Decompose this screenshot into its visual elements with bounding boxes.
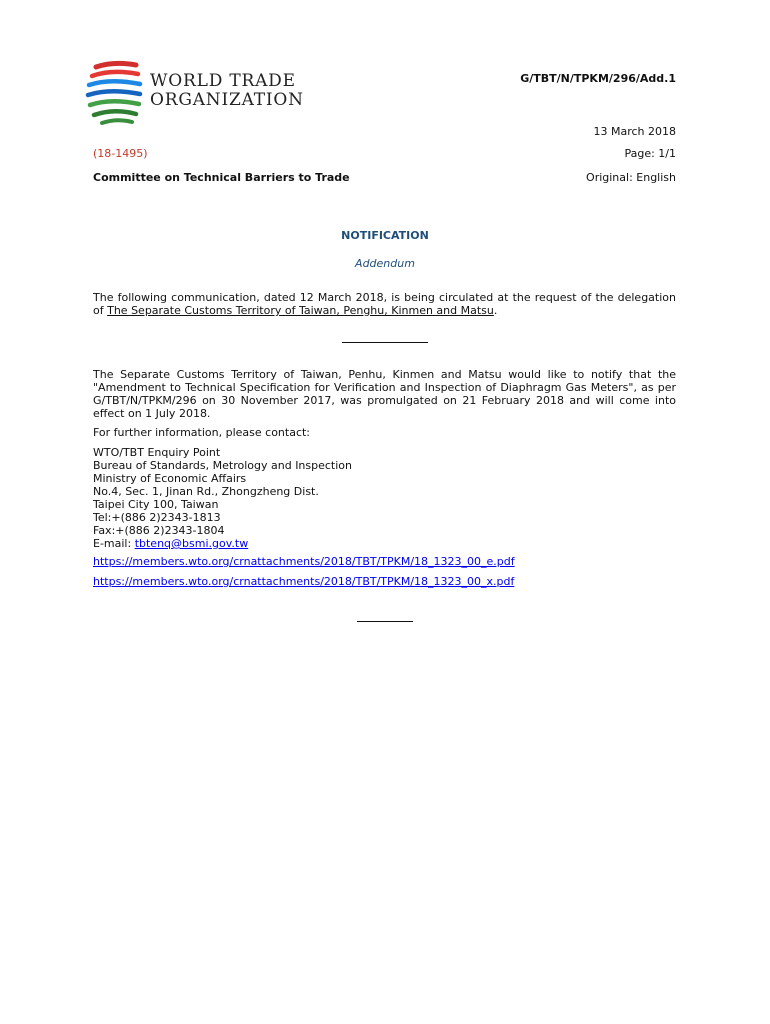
wto-logo-icon	[84, 57, 146, 131]
divider	[342, 342, 428, 343]
contact-line: Fax:+(886 2)2343-1804	[93, 524, 225, 537]
reference-number: (18-1495)	[93, 147, 148, 160]
contact-intro: For further information, please contact:	[93, 426, 311, 439]
committee-name: Committee on Technical Barriers to Trade	[93, 171, 350, 184]
contact-line: WTO/TBT Enquiry Point	[93, 446, 221, 459]
page-number: Page: 1/1	[624, 147, 676, 160]
org-name-line2: ORGANIZATION	[150, 90, 304, 110]
intro-text-before: The following communication, dated 12 March 2018, is being circulated at the request of the delegation of	[93, 291, 676, 317]
contact-line: No.4, Sec. 1, Jinan Rd., Zhongzheng Dist.	[93, 485, 319, 498]
organization-name	[150, 72, 304, 110]
attachment-link-other[interactable]: https://members.wto.org/crnattachments/2018/TBT/TPKM/18_1323_00_x.pdf	[93, 575, 515, 588]
email-label: E-mail:	[93, 537, 135, 550]
attachment-link-row	[93, 555, 676, 568]
attachment-link-row	[93, 575, 676, 588]
body-paragraph: The Separate Customs Territory of Taiwan, Penhu, Kinmen and Matsu would like to notify that the "Amendment to Technical Specification for Verification and Inspection of Diaphragm Gas Meters", as per G/TBT/N/TPKM/296 on 30 November 2017, was promulgated on 21 February 2018 and will come into effect on 1 July 2018.	[93, 368, 676, 420]
contact-line: Taipei City 100, Taiwan	[93, 498, 219, 511]
email-link[interactable]: tbtenq@bsmi.gov.tw	[134, 537, 249, 550]
original-language: Original: English	[586, 171, 676, 184]
member-name: The Separate Customs Territory of Taiwan, Penghu, Kinmen and Matsu	[107, 304, 494, 317]
attachment-link-english[interactable]: https://members.wto.org/crnattachments/2018/TBT/TPKM/18_1323_00_e.pdf	[93, 555, 515, 568]
email-line	[93, 537, 676, 550]
addendum-subtitle: Addendum	[355, 257, 415, 270]
contact-line: Tel:+(886 2)2343-1813	[93, 511, 221, 524]
intro-text-after: .	[493, 304, 498, 317]
document-symbol: G/TBT/N/TPKM/296/Add.1	[520, 72, 676, 85]
contact-line: Bureau of Standards, Metrology and Inspection	[93, 459, 353, 472]
notification-title: NOTIFICATION	[341, 229, 429, 242]
end-divider	[357, 621, 413, 622]
org-name-line1: WORLD TRADE	[150, 71, 296, 91]
intro-paragraph	[93, 291, 676, 317]
contact-block	[93, 446, 676, 550]
contact-line: Ministry of Economic Affairs	[93, 472, 247, 485]
document-date: 13 March 2018	[593, 125, 676, 138]
